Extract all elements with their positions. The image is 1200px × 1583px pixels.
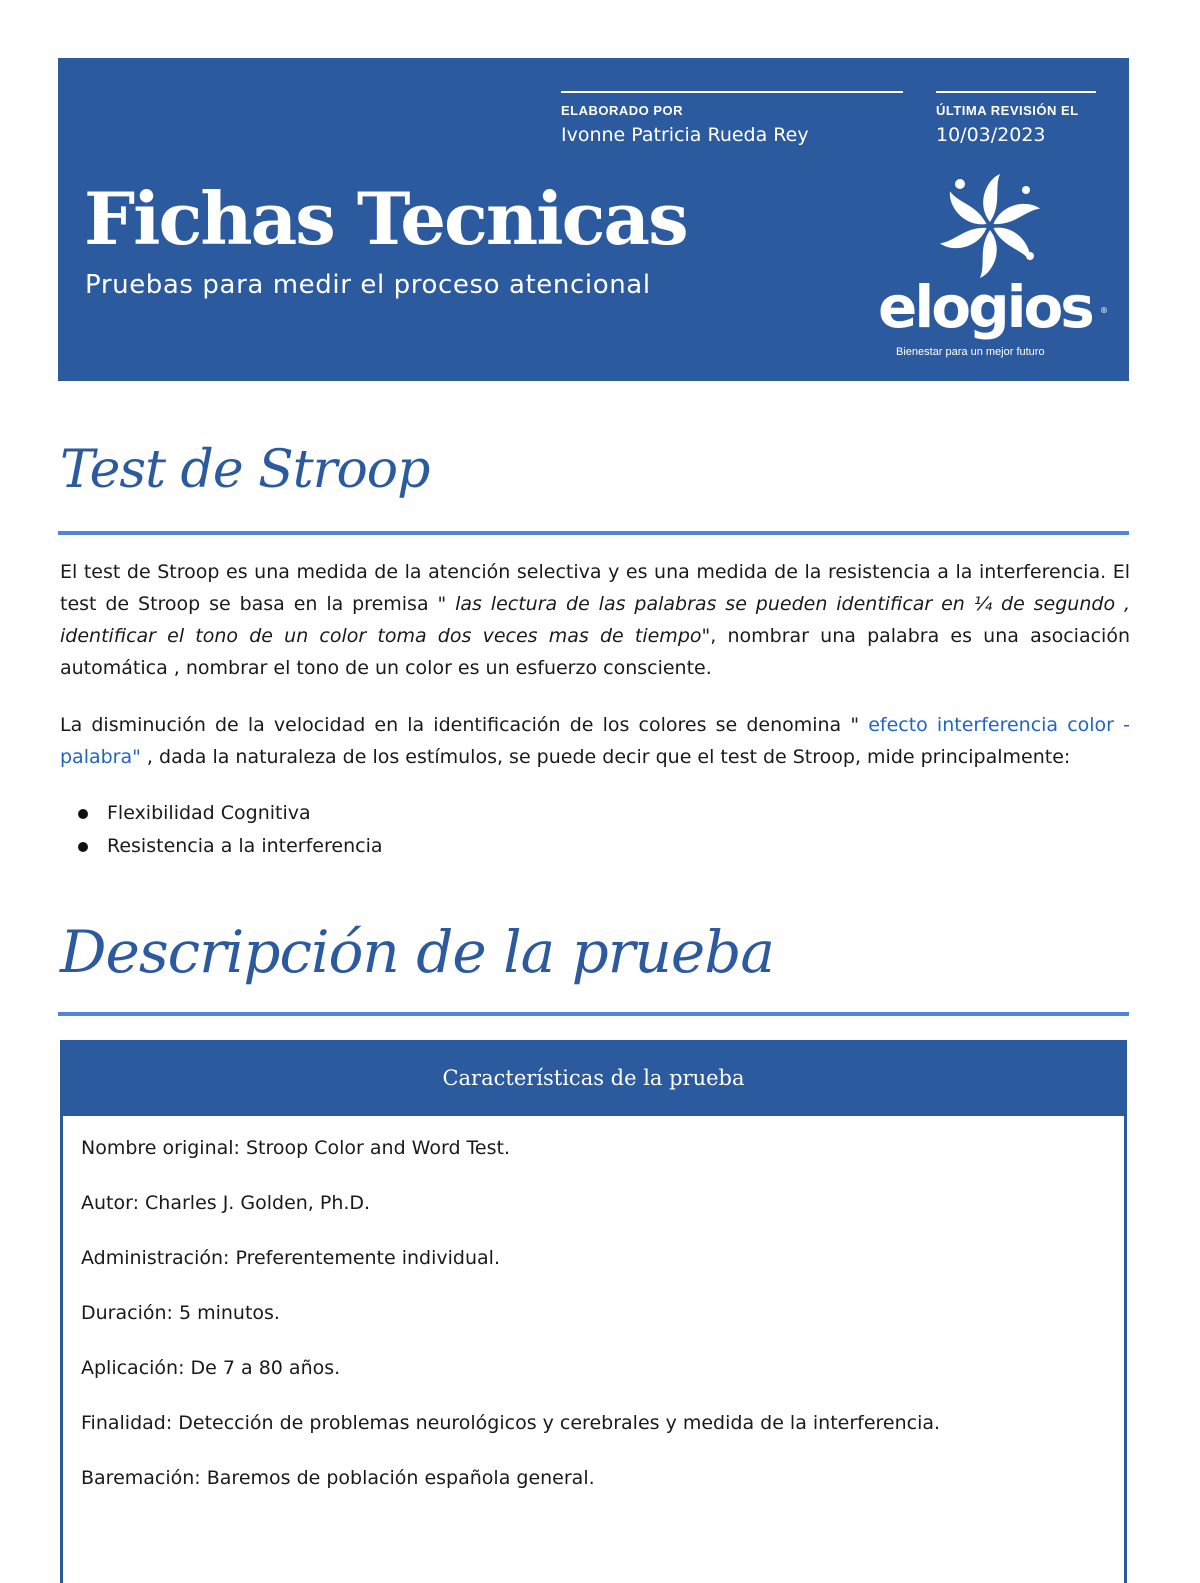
- list-item-label: Resistencia a la interferencia: [107, 835, 383, 857]
- section-title-description: Descripción de la prueba: [60, 918, 774, 986]
- table-row: Baremación: Baremos de población española general.: [81, 1467, 595, 1489]
- header-banner: [58, 58, 1129, 381]
- intro-text-italic: las lectura de las palabras se pueden identificar en ¼ de segundo , identificar el tono de un color toma dos veces mas de tiempo": [60, 593, 1130, 647]
- revision-label: ÚLTIMA REVISIÓN EL: [936, 103, 1079, 118]
- list-item-label: Flexibilidad Cognitiva: [107, 802, 311, 824]
- table-row: Aplicación: De 7 a 80 años.: [81, 1357, 341, 1379]
- page-title: Fichas Tecnicas: [84, 176, 687, 261]
- table-header: Características de la prueba: [63, 1040, 1124, 1116]
- logo-registered-mark: ®: [1100, 306, 1108, 315]
- revision-divider: [936, 91, 1096, 93]
- section-rule: [58, 1012, 1129, 1016]
- elogios-logo: [868, 170, 1113, 370]
- table-row: Finalidad: Detección de problemas neurológicos y cerebrales y medida de la interferencia.: [81, 1412, 941, 1434]
- measures-list: [60, 797, 383, 863]
- table-row: Nombre original: Stroop Color and Word Test.: [81, 1137, 511, 1159]
- page-subtitle: Pruebas para medir el proceso atencional: [85, 270, 651, 300]
- section-rule: [58, 531, 1129, 535]
- section-title-stroop: Test de Stroop: [60, 440, 430, 500]
- logo-tagline: Bienestar para un mejor futuro: [896, 346, 1045, 358]
- author-block: [561, 91, 903, 146]
- intro-text-a: El test de Stroop es una medida de la atención selectiva y es una medida de la resistencia a la interferencia. El test de Stroop se basa en la premisa ": [60, 561, 1130, 615]
- interference-paragraph: [60, 709, 1130, 773]
- interference-effect-link[interactable]: efecto interferencia color - palabra": [60, 714, 1130, 768]
- author-divider: [561, 91, 903, 93]
- list-item: [60, 797, 383, 830]
- intro-text-b: , nombrar una palabra es una asociación automática , nombrar el tono de un color es un esfuerzo consciente.: [60, 625, 1130, 679]
- author-name: Ivonne Patricia Rueda Rey: [561, 124, 809, 146]
- revision-date: 10/03/2023: [936, 124, 1046, 146]
- flower-logo-icon: [868, 170, 1113, 280]
- table-row: Autor: Charles J. Golden, Ph.D.: [81, 1192, 371, 1214]
- characteristics-table: [60, 1040, 1127, 1583]
- revision-block: [936, 91, 1096, 146]
- author-label: ELABORADO POR: [561, 103, 684, 118]
- table-row: Administración: Preferentemente individual.: [81, 1247, 500, 1269]
- bullet-icon: [78, 809, 88, 819]
- table-body: [63, 1116, 1124, 1521]
- interference-text-a: La disminución de la velocidad en la identificación de los colores se denomina ": [60, 714, 860, 736]
- intro-paragraph: [60, 556, 1130, 684]
- logo-wordmark: elogios: [878, 273, 1092, 341]
- table-row: Duración: 5 minutos.: [81, 1302, 280, 1324]
- bullet-icon: [78, 842, 88, 852]
- list-item: [60, 830, 383, 863]
- interference-text-b: , dada la naturaleza de los estímulos, se puede decir que el test de Stroop, mide principalmente:: [140, 746, 1071, 768]
